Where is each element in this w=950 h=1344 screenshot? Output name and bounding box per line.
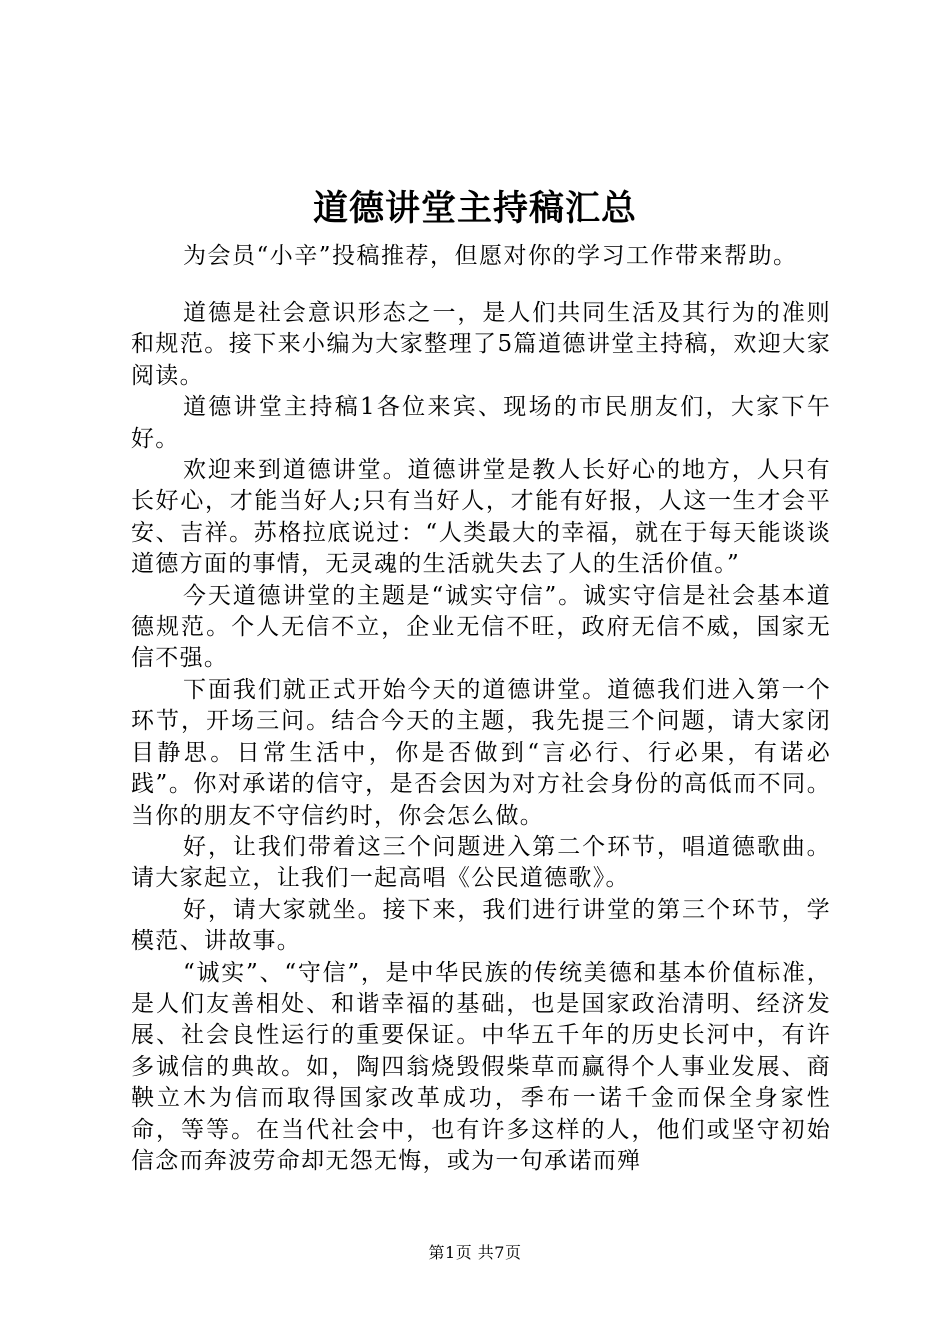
page-number-footer: 第1页 共7页 — [428, 1243, 522, 1262]
paragraph: 好，请大家就坐。接下来，我们进行讲堂的第三个环节，学模范、讲故事。 — [131, 896, 831, 955]
paragraph: 好，让我们带着这三个问题进入第二个环节，唱道德歌曲。请大家起立，让我们一起高唱《公民道德歌》。 — [131, 833, 831, 892]
paragraph: 道德讲堂主持稿1各位来宾、现场的市民朋友们，大家下午好。 — [131, 394, 831, 452]
paragraph: “诚实”、“守信”，是中华民族的传统美德和基本价值标准，是人们友善相处、和谐幸福的基础，也是国家政治清明、经济发展、社会良性运行的重要保证。中华五千年的历史长河中，有许多诚信的典故。如，陶四翁烧毁假柴草而赢得个人事业发展、商鞅立木为信而取得国家改革成功，季布一诺千金而保全身家性命，等等。在当代社会中，也有许多这样的人，他们或坚守初始信念而奔波劳命却无怨无悔，或为一句承诺而殚 — [131, 959, 831, 1174]
intro-line: 为会员“小辛”投稿推荐，但愿对你的学习工作带来帮助。 — [183, 243, 798, 269]
paragraph: 下面我们就正式开始今天的道德讲堂。道德我们进入第一个环节，开场三问。结合今天的主题，我先提三个问题，请大家闭目静思。日常生活中，你是否做到“言必行、行必果，有诺必践”。你对承诺的信守，是否会因为对方社会身份的高低而不同。当你的朋友不守信约时，你会怎么做。 — [131, 676, 831, 829]
paragraph: 欢迎来到道德讲堂。道德讲堂是教人长好心的地方，人只有长好心，才能当好人;只有当好人，才能有好报，人这一生才会平安、吉祥。苏格拉底说过：“人类最大的幸福，就在于每天能谈谈道德方面的事情，无灵魂的生活就失去了人的生活价值。” — [131, 457, 831, 578]
document-title: 道德讲堂主持稿汇总 — [312, 188, 637, 229]
document-body — [131, 298, 831, 1177]
paragraph: 道德是社会意识形态之一，是人们共同生活及其行为的准则和规范。接下来小编为大家整理了5篇道德讲堂主持稿，欢迎大家阅读。 — [131, 300, 831, 389]
paragraph: 今天道德讲堂的主题是“诚实守信”。诚实守信是社会基本道德规范。个人无信不立，企业无信不旺，政府无信不威，国家无信不强。 — [131, 582, 831, 672]
